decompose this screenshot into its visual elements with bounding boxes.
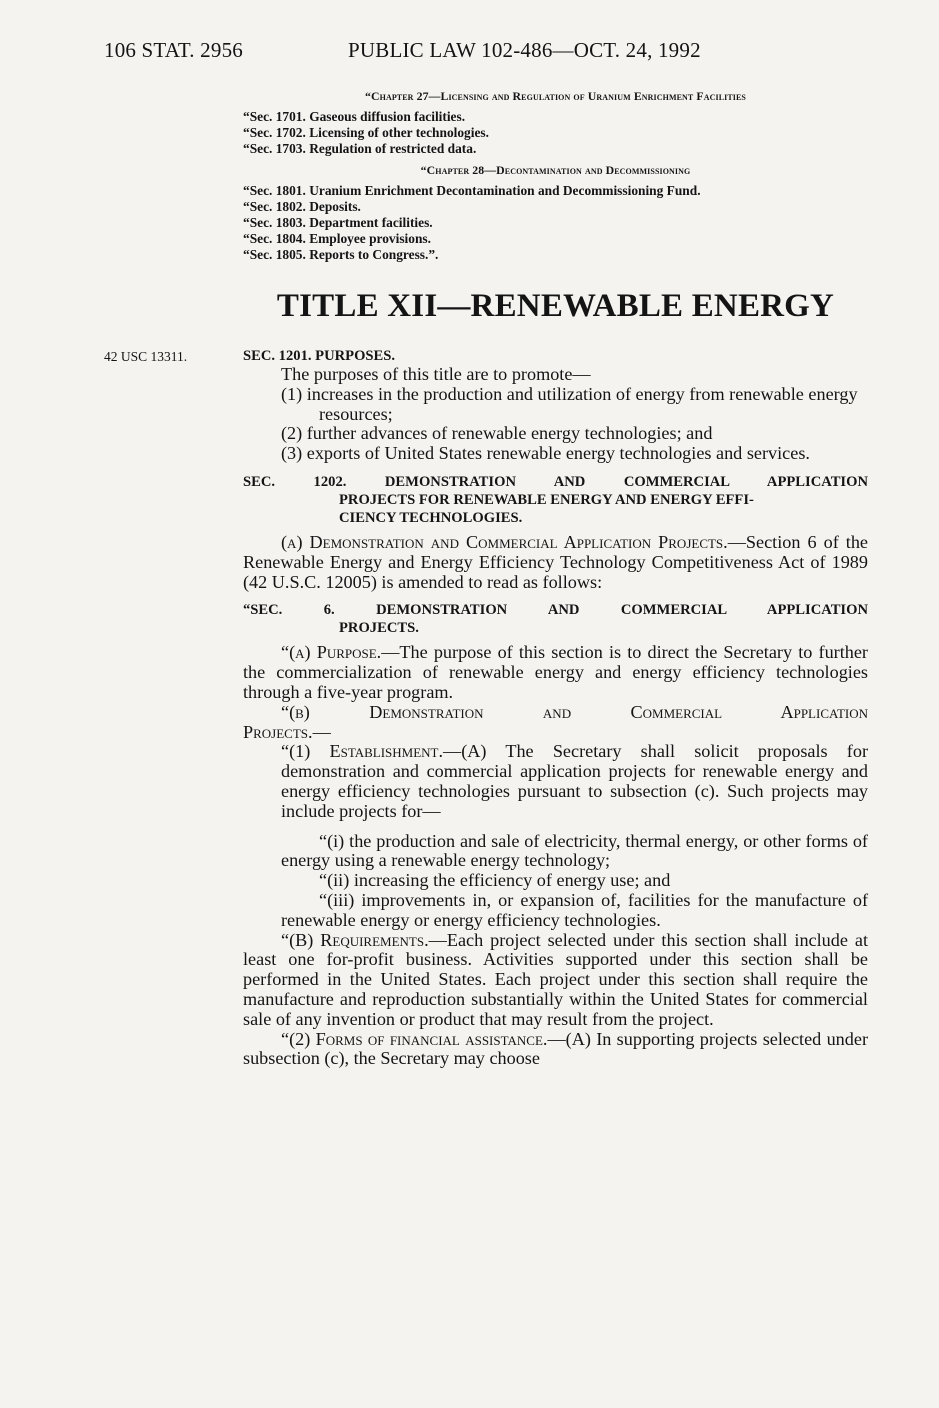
toc-chapter-27: “Chapter 27—Licensing and Regulation of Uranium Enrichment Facilities	[365, 89, 746, 103]
section-heading: SEC. 1201. PURPOSES.	[243, 348, 396, 364]
subsection-caption: “(b) Demonstration and Commercial Application	[281, 701, 868, 722]
toc-chapter-28: “Chapter 28—Decontamination and Decommissioning	[420, 163, 691, 177]
table-of-contents	[243, 88, 868, 263]
toc-entry: “Sec. 1803. Department facilities.	[243, 215, 433, 230]
paragraph: “(2) Forms of financial assistance.—(A) In supporting projects selected under subsection (c), the Secretary may choose	[243, 1028, 868, 1069]
body-text	[243, 347, 868, 1069]
list-item: (3) exports of United States renewable energy technologies and services.	[281, 443, 810, 464]
public-law-header: PUBLIC LAW 102-486—OCT. 24, 1992	[348, 38, 701, 62]
title-heading: TITLE XII—RENEWABLE ENERGY	[276, 288, 835, 324]
list-item: (1) increases in the production and utilization of energy from renewable energy resources;	[281, 383, 858, 424]
toc-entry: “Sec. 1802. Deposits.	[243, 199, 361, 214]
toc-entry: “Sec. 1801. Uranium Enrichment Decontamination and Decommissioning Fund.	[243, 183, 701, 198]
toc-entry: “Sec. 1703. Regulation of restricted data.	[243, 141, 477, 156]
toc-entry: “Sec. 1805. Reports to Congress.”.	[243, 247, 439, 262]
list-item: “(iii) improvements in, or expansion of, facilities for the manufacture of renewable energy or energy efficiency technologies.	[281, 889, 868, 930]
list-item: (2) further advances of renewable energy technologies; and	[281, 423, 713, 444]
margin-citation: 42 USC 13311.	[104, 349, 188, 364]
section-heading: SEC. 1202. DEMONSTRATION AND COMMERCIAL APPLICATION PROJECTS FOR RENEWABLE ENERGY AND ENERGY EFFI- CIENCY TECHNOLOGIES.	[243, 473, 868, 526]
section-heading: “SEC. 6. DEMONSTRATION AND COMMERCIAL APPLICATION PROJECTS.	[243, 602, 868, 637]
toc-entry: “Sec. 1804. Employee provisions.	[243, 231, 431, 246]
list-item: “(i) the production and sale of electricity, thermal energy, or other forms of energy using a renewable energy technology;	[281, 830, 868, 871]
paragraph: “(B) Requirements.—Each project selected under this section shall include at least one for-profit business. Activities supported under this section shall be performed in the United States. Each project under this section shall require the manufacture and reproduction substantially within the United States for commercial sale of any invention or product that may result from the project.	[243, 929, 868, 1029]
paragraph: “(a) Purpose.—The purpose of this section is to direct the Secretary to further the commercialization of renewable energy and energy efficiency technologies through a five-year program.	[243, 642, 868, 702]
paragraph: The purposes of this title are to promote—	[281, 364, 591, 384]
paragraph: “(1) Establishment.—(A) The Secretary shall solicit proposals for demonstration and commercial application projects for renewable energy and energy efficiency technologies pursuant to subsection (c). Such projects may include projects for—	[281, 741, 868, 821]
toc-entry: “Sec. 1702. Licensing of other technologies.	[243, 125, 489, 140]
subsection-caption: Projects.—	[243, 721, 331, 742]
page-stat-number: 106 STAT. 2956	[104, 38, 243, 62]
toc-entry: “Sec. 1701. Gaseous diffusion facilities.	[243, 109, 466, 124]
list-item: “(ii) increasing the efficiency of energy use; and	[319, 870, 671, 891]
paragraph: (a) Demonstration and Commercial Application Projects.—Section 6 of the Renewable Energy and Energy Efficiency Technology Competitiveness Act of 1989 (42 U.S.C. 12005) is amended to read as follows:	[243, 531, 868, 592]
